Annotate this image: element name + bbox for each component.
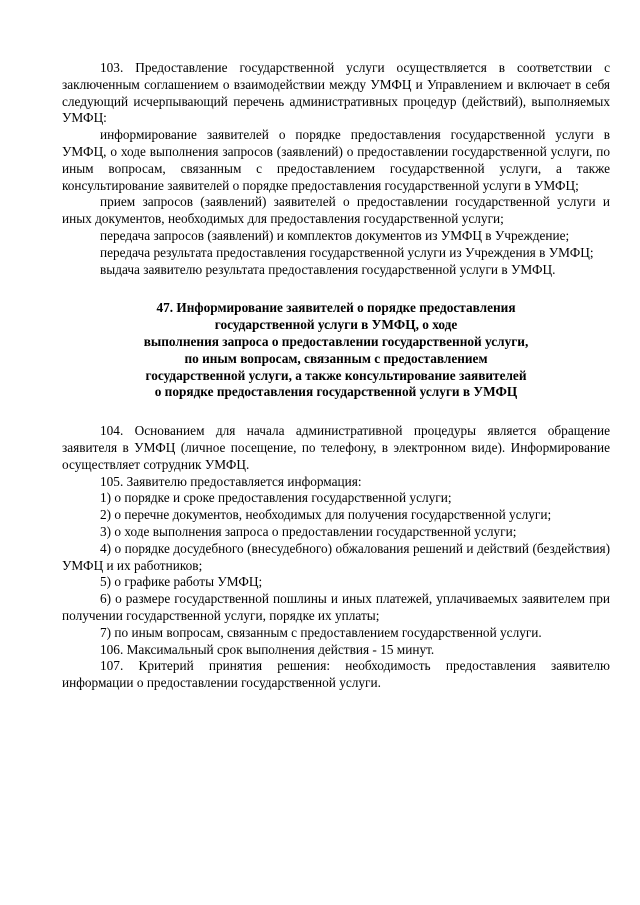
- section-administrative-procedures: [62, 60, 610, 278]
- info-item-2: 2) о перечне документов, необходимых для получения государственной услуги;: [100, 507, 552, 523]
- paragraph-107: 107. Критерий принятия решения: необходимость предоставления заявителю информации о предоставлении государственной услуги.: [62, 658, 610, 691]
- paragraph-106: 106. Максимальный срок выполнения действия - 15 минут.: [100, 641, 435, 657]
- info-item-7: 7) по иным вопросам, связанным с предоставлением государственной услуги.: [100, 624, 542, 640]
- section-heading-47: [62, 300, 610, 401]
- list-item-transfer-requests: передача запросов (заявлений) и комплектов документов из УМФЦ в Учреждение;: [100, 227, 570, 243]
- info-item-1: 1) о порядке и сроке предоставления государственной услуги;: [100, 490, 452, 506]
- paragraph-103: 103. Предоставление государственной услуги осуществляется в соответствии с заключенным соглашением о взаимодействии между УМФЦ и Управлением и включает в себя следующий исчерпывающий перечень административных процедур (действий), выполняемых УМФЦ:: [62, 60, 610, 126]
- list-item-transfer-result: передача результата предоставления государственной услуги из Учреждения в УМФЦ;: [100, 244, 594, 260]
- list-item-receiving-requests: прием запросов (заявлений) заявителей о предоставлении государственной услуги и иных документов, необходимых для предоставления государственной услуги;: [62, 194, 610, 227]
- section-informing-procedure: [62, 423, 610, 692]
- heading-line: по иным вопросам, связанным с предоставлением: [184, 350, 488, 366]
- info-item-3: 3) о ходе выполнения запроса о предоставлении государственной услуги;: [100, 523, 517, 539]
- paragraph-105: 105. Заявителю предоставляется информация:: [100, 473, 362, 489]
- list-item-issue-result: выдача заявителю результата предоставления государственной услуги в УМФЦ.: [100, 261, 556, 277]
- info-item-4: 4) о порядке досудебного (внесудебного) обжалования решений и действий (бездействия) УМФЦ и их работников;: [62, 540, 610, 573]
- list-item-informing: информирование заявителей о порядке предоставления государственной услуги в УМФЦ, о ходе выполнения запросов (заявлений) о предоставлении государственной услуги, по иным вопросам, связанным с предоставлением государственной услуги, а также консультирование заявителей о порядке предоставления государственной услуги в УМФЦ;: [62, 127, 610, 193]
- heading-line: выполнения запроса о предоставлении государственной услуги,: [143, 333, 529, 349]
- heading-line: о порядке предоставления государственной услуги в УМФЦ: [154, 384, 518, 400]
- heading-line: государственной услуги в УМФЦ, о ходе: [214, 317, 458, 333]
- document-page: [62, 60, 610, 692]
- heading-line: 47. Информирование заявителей о порядке предоставления: [156, 300, 516, 316]
- info-item-6: 6) о размере государственной пошлины и иных платежей, уплачиваемых заявителем при получении государственной услуги, порядке их уплаты;: [62, 591, 610, 623]
- paragraph-104: 104. Основанием для начала административной процедуры является обращение заявителя в УМФЦ (личное посещение, по телефону, в электронном виде). Информирование осуществляет сотрудник УМФЦ.: [62, 423, 610, 472]
- info-item-5: 5) о графике работы УМФЦ;: [100, 574, 263, 590]
- heading-line: государственной услуги, а также консультирование заявителей: [145, 367, 527, 383]
